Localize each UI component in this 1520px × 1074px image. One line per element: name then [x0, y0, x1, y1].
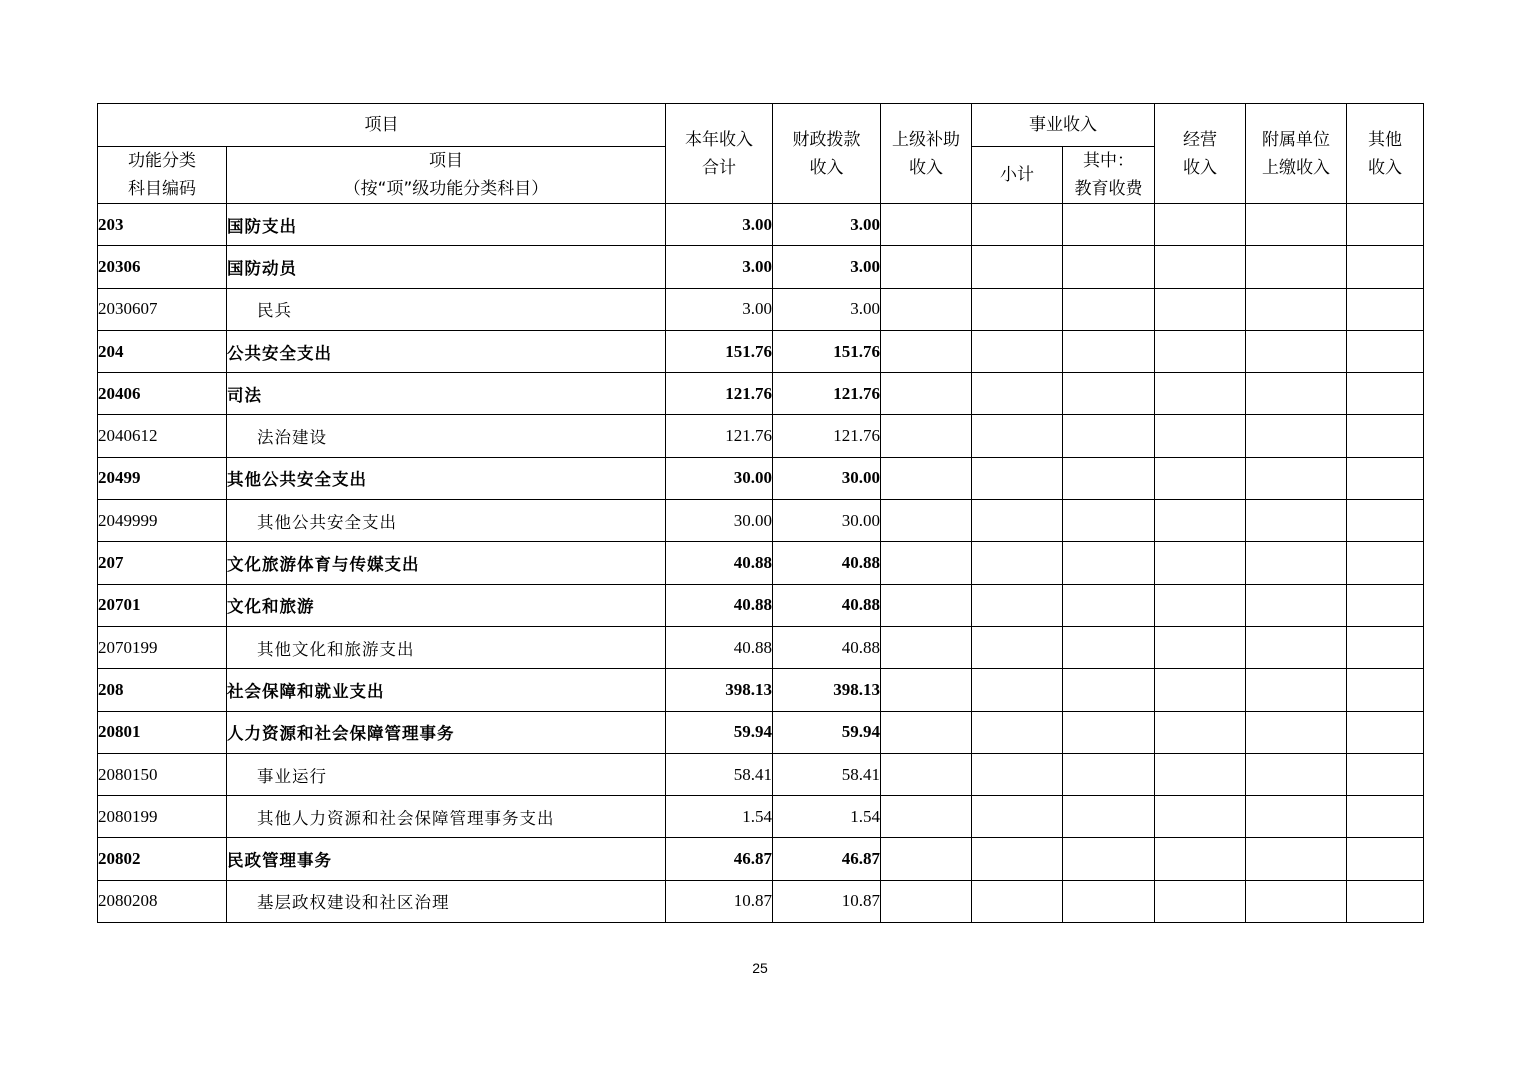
empty-cell — [972, 880, 1063, 922]
fiscal-cell: 121.76 — [773, 373, 881, 415]
empty-cell — [1347, 330, 1424, 372]
table-row — [98, 204, 1424, 246]
name-cell: 其他公共安全支出 — [227, 500, 666, 542]
empty-cell — [972, 373, 1063, 415]
header-edu-fee: 其中： 教育收费 — [1063, 147, 1155, 204]
code-cell: 20801 — [98, 711, 227, 753]
total-cell: 121.76 — [666, 373, 773, 415]
fiscal-cell: 3.00 — [773, 204, 881, 246]
empty-cell — [1155, 204, 1246, 246]
empty-cell — [1063, 288, 1155, 330]
table-row — [98, 626, 1424, 668]
empty-cell — [1063, 204, 1155, 246]
empty-cell — [1246, 500, 1347, 542]
empty-cell — [1063, 796, 1155, 838]
empty-cell — [1347, 711, 1424, 753]
total-cell: 3.00 — [666, 288, 773, 330]
empty-cell — [1246, 542, 1347, 584]
empty-cell — [1063, 669, 1155, 711]
fiscal-cell: 40.88 — [773, 542, 881, 584]
empty-cell — [972, 796, 1063, 838]
page-number: 25 — [752, 960, 768, 976]
total-cell: 151.76 — [666, 330, 773, 372]
table-body — [98, 204, 1424, 923]
empty-cell — [1155, 626, 1246, 668]
header-affiliated: 附属单位 上缴收入 — [1246, 104, 1347, 204]
table-row — [98, 457, 1424, 499]
total-cell: 398.13 — [666, 669, 773, 711]
empty-cell — [1246, 711, 1347, 753]
empty-cell — [881, 711, 972, 753]
total-cell: 58.41 — [666, 753, 773, 795]
empty-cell — [1155, 457, 1246, 499]
empty-cell — [972, 711, 1063, 753]
empty-cell — [1347, 880, 1424, 922]
empty-cell — [1155, 246, 1246, 288]
table-row — [98, 246, 1424, 288]
empty-cell — [972, 457, 1063, 499]
empty-cell — [1063, 584, 1155, 626]
header-name: 项目 （按“项”级功能分类科目） — [227, 147, 666, 204]
empty-cell — [1155, 796, 1246, 838]
empty-cell — [1246, 457, 1347, 499]
header-fiscal: 财政拨款 收入 — [773, 104, 881, 204]
empty-cell — [1347, 500, 1424, 542]
empty-cell — [1155, 838, 1246, 880]
fiscal-cell: 46.87 — [773, 838, 881, 880]
name-cell: 基层政权建设和社区治理 — [227, 880, 666, 922]
fiscal-cell: 151.76 — [773, 330, 881, 372]
code-cell: 203 — [98, 204, 227, 246]
code-cell: 2040612 — [98, 415, 227, 457]
empty-cell — [972, 626, 1063, 668]
empty-cell — [1246, 838, 1347, 880]
empty-cell — [881, 330, 972, 372]
header-operating: 经营 收入 — [1155, 104, 1246, 204]
fiscal-cell: 30.00 — [773, 457, 881, 499]
table-row — [98, 373, 1424, 415]
empty-cell — [972, 204, 1063, 246]
empty-cell — [972, 584, 1063, 626]
header-item: 项目 — [98, 104, 666, 147]
empty-cell — [1347, 753, 1424, 795]
empty-cell — [1246, 288, 1347, 330]
name-cell: 文化旅游体育与传媒支出 — [227, 542, 666, 584]
empty-cell — [881, 838, 972, 880]
total-cell: 59.94 — [666, 711, 773, 753]
total-cell: 121.76 — [666, 415, 773, 457]
empty-cell — [1155, 669, 1246, 711]
empty-cell — [881, 669, 972, 711]
table-row — [98, 500, 1424, 542]
table-row — [98, 880, 1424, 922]
name-cell: 事业运行 — [227, 753, 666, 795]
name-cell: 民政管理事务 — [227, 838, 666, 880]
header-code: 功能分类 科目编码 — [98, 147, 227, 204]
empty-cell — [881, 796, 972, 838]
code-cell: 20499 — [98, 457, 227, 499]
fiscal-cell: 3.00 — [773, 288, 881, 330]
total-cell: 30.00 — [666, 457, 773, 499]
empty-cell — [1155, 753, 1246, 795]
empty-cell — [881, 415, 972, 457]
empty-cell — [972, 415, 1063, 457]
code-cell: 204 — [98, 330, 227, 372]
empty-cell — [1246, 626, 1347, 668]
name-cell: 公共安全支出 — [227, 330, 666, 372]
empty-cell — [1246, 753, 1347, 795]
total-cell: 46.87 — [666, 838, 773, 880]
empty-cell — [1063, 415, 1155, 457]
empty-cell — [972, 500, 1063, 542]
total-cell: 40.88 — [666, 584, 773, 626]
empty-cell — [1063, 542, 1155, 584]
empty-cell — [881, 584, 972, 626]
empty-cell — [972, 288, 1063, 330]
name-cell: 文化和旅游 — [227, 584, 666, 626]
empty-cell — [1246, 669, 1347, 711]
table-row — [98, 838, 1424, 880]
empty-cell — [881, 753, 972, 795]
empty-cell — [1246, 373, 1347, 415]
empty-cell — [1155, 415, 1246, 457]
empty-cell — [1063, 330, 1155, 372]
code-cell: 207 — [98, 542, 227, 584]
empty-cell — [881, 204, 972, 246]
empty-cell — [1155, 500, 1246, 542]
empty-cell — [1063, 753, 1155, 795]
empty-cell — [1155, 711, 1246, 753]
table-row — [98, 711, 1424, 753]
empty-cell — [1155, 288, 1246, 330]
code-cell: 20306 — [98, 246, 227, 288]
empty-cell — [972, 246, 1063, 288]
table-row — [98, 542, 1424, 584]
empty-cell — [1347, 204, 1424, 246]
name-cell: 国防支出 — [227, 204, 666, 246]
empty-cell — [881, 500, 972, 542]
empty-cell — [972, 330, 1063, 372]
empty-cell — [1155, 880, 1246, 922]
empty-cell — [1063, 457, 1155, 499]
empty-cell — [1063, 246, 1155, 288]
empty-cell — [1347, 669, 1424, 711]
fiscal-cell: 40.88 — [773, 626, 881, 668]
empty-cell — [881, 288, 972, 330]
table-row — [98, 669, 1424, 711]
table-row — [98, 330, 1424, 372]
empty-cell — [1347, 838, 1424, 880]
empty-cell — [881, 542, 972, 584]
empty-cell — [1063, 373, 1155, 415]
empty-cell — [881, 626, 972, 668]
empty-cell — [1246, 246, 1347, 288]
name-cell: 司法 — [227, 373, 666, 415]
empty-cell — [1063, 838, 1155, 880]
name-cell: 其他文化和旅游支出 — [227, 626, 666, 668]
empty-cell — [1347, 373, 1424, 415]
empty-cell — [972, 838, 1063, 880]
empty-cell — [881, 246, 972, 288]
empty-cell — [1155, 330, 1246, 372]
empty-cell — [1347, 796, 1424, 838]
empty-cell — [1347, 246, 1424, 288]
header-other: 其他 收入 — [1347, 104, 1424, 204]
empty-cell — [1063, 880, 1155, 922]
fiscal-cell: 10.87 — [773, 880, 881, 922]
empty-cell — [881, 373, 972, 415]
table-row — [98, 288, 1424, 330]
total-cell: 30.00 — [666, 500, 773, 542]
fiscal-cell: 59.94 — [773, 711, 881, 753]
empty-cell — [1246, 880, 1347, 922]
total-cell: 3.00 — [666, 204, 773, 246]
income-table — [97, 103, 1424, 923]
code-cell: 2070199 — [98, 626, 227, 668]
header-subtotal: 小计 — [972, 147, 1063, 204]
total-cell: 10.87 — [666, 880, 773, 922]
fiscal-cell: 1.54 — [773, 796, 881, 838]
empty-cell — [1063, 711, 1155, 753]
header-superior: 上级补助 收入 — [881, 104, 972, 204]
empty-cell — [1347, 584, 1424, 626]
total-cell: 40.88 — [666, 542, 773, 584]
fiscal-cell: 30.00 — [773, 500, 881, 542]
code-cell: 2080150 — [98, 753, 227, 795]
fiscal-cell: 58.41 — [773, 753, 881, 795]
code-cell: 208 — [98, 669, 227, 711]
empty-cell — [1155, 373, 1246, 415]
code-cell: 20406 — [98, 373, 227, 415]
empty-cell — [972, 669, 1063, 711]
header-total: 本年收入 合计 — [666, 104, 773, 204]
empty-cell — [972, 753, 1063, 795]
fiscal-cell: 398.13 — [773, 669, 881, 711]
empty-cell — [1246, 584, 1347, 626]
code-cell: 2030607 — [98, 288, 227, 330]
empty-cell — [1246, 330, 1347, 372]
empty-cell — [1347, 415, 1424, 457]
empty-cell — [1246, 415, 1347, 457]
fiscal-cell: 121.76 — [773, 415, 881, 457]
empty-cell — [1347, 542, 1424, 584]
total-cell: 40.88 — [666, 626, 773, 668]
code-cell: 20701 — [98, 584, 227, 626]
empty-cell — [1246, 796, 1347, 838]
empty-cell — [1155, 542, 1246, 584]
name-cell: 人力资源和社会保障管理事务 — [227, 711, 666, 753]
empty-cell — [1063, 626, 1155, 668]
code-cell: 2080199 — [98, 796, 227, 838]
empty-cell — [1063, 500, 1155, 542]
header-business-income: 事业收入 — [972, 104, 1155, 147]
empty-cell — [1347, 457, 1424, 499]
code-cell: 2049999 — [98, 500, 227, 542]
name-cell: 其他公共安全支出 — [227, 457, 666, 499]
fiscal-cell: 3.00 — [773, 246, 881, 288]
name-cell: 民兵 — [227, 288, 666, 330]
empty-cell — [1246, 204, 1347, 246]
total-cell: 1.54 — [666, 796, 773, 838]
code-cell: 2080208 — [98, 880, 227, 922]
empty-cell — [1155, 584, 1246, 626]
empty-cell — [881, 880, 972, 922]
fiscal-cell: 40.88 — [773, 584, 881, 626]
code-cell: 20802 — [98, 838, 227, 880]
empty-cell — [881, 457, 972, 499]
name-cell: 国防动员 — [227, 246, 666, 288]
name-cell: 法治建设 — [227, 415, 666, 457]
name-cell: 其他人力资源和社会保障管理事务支出 — [227, 796, 666, 838]
table-row — [98, 796, 1424, 838]
empty-cell — [972, 542, 1063, 584]
total-cell: 3.00 — [666, 246, 773, 288]
name-cell: 社会保障和就业支出 — [227, 669, 666, 711]
table-row — [98, 415, 1424, 457]
empty-cell — [1347, 288, 1424, 330]
table-row — [98, 584, 1424, 626]
table-row — [98, 753, 1424, 795]
empty-cell — [1347, 626, 1424, 668]
